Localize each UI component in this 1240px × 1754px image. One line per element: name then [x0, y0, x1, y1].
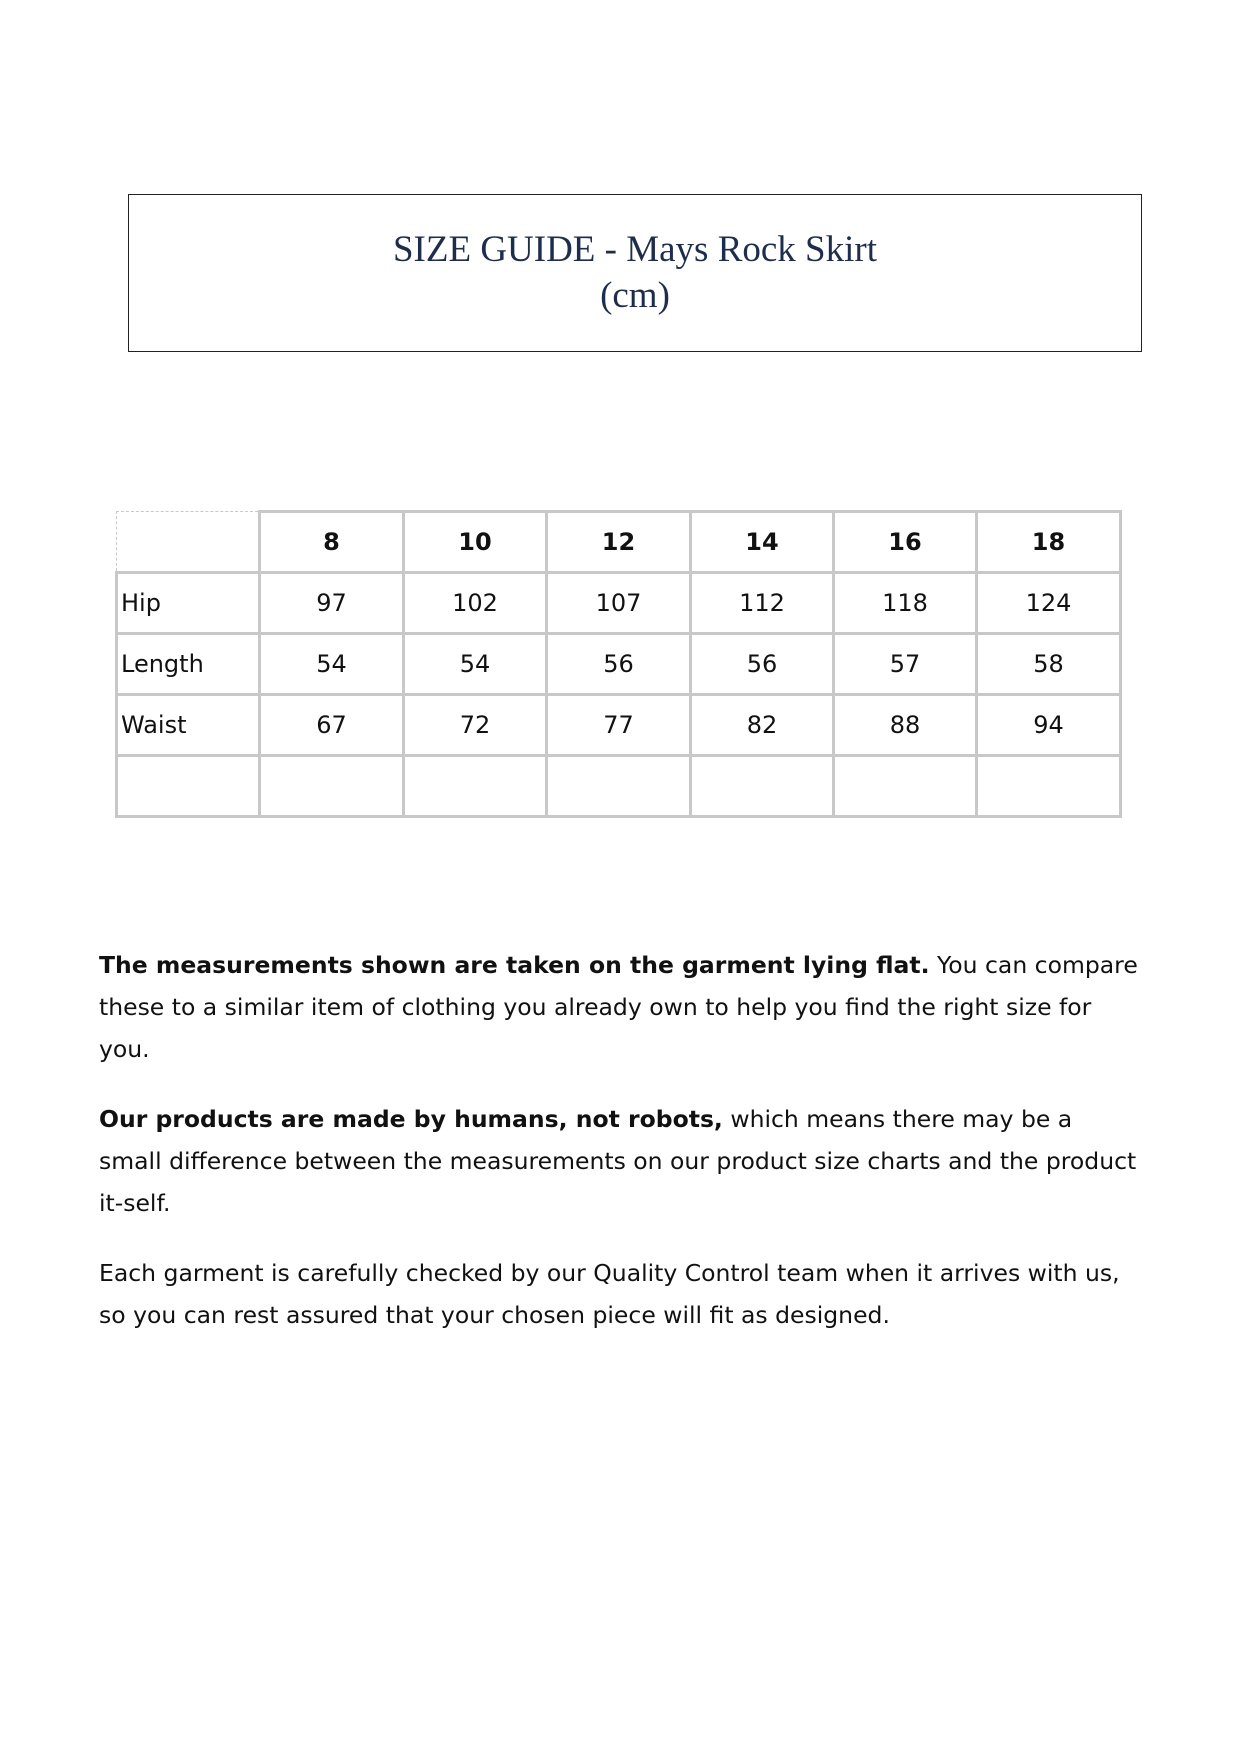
table-header-row	[117, 512, 1121, 573]
table-row-empty	[117, 756, 1121, 817]
table-cell: 124	[977, 573, 1121, 634]
table-cell: 67	[260, 695, 404, 756]
row-label-waist: Waist	[117, 695, 260, 756]
table-cell-empty	[977, 756, 1121, 817]
table-cell: 118	[834, 573, 977, 634]
size-header-14: 14	[691, 512, 834, 573]
table-cell-empty	[547, 756, 691, 817]
page-title-unit: (cm)	[600, 275, 670, 316]
title-box	[128, 194, 1142, 352]
note-paragraph-2	[99, 1098, 1139, 1224]
note-2-text: which means there may be a small difference between the measurements on our product size charts and the product it-self.	[99, 1105, 1137, 1217]
size-header-18: 18	[977, 512, 1121, 573]
table-cell-empty	[260, 756, 404, 817]
table-cell: 102	[404, 573, 547, 634]
table-cell: 94	[977, 695, 1121, 756]
table-cell: 57	[834, 634, 977, 695]
table-cell: 54	[404, 634, 547, 695]
table-cell-empty	[404, 756, 547, 817]
notes-section	[99, 944, 1139, 1364]
table-cell-empty	[691, 756, 834, 817]
note-3-text: Each garment is carefully checked by our Quality Control team when it arrives with us, so you can rest assured that your chosen piece will fit as designed.	[99, 1259, 1120, 1329]
table-cell: 54	[260, 634, 404, 695]
note-1-bold: The measurements shown are taken on the garment lying flat.	[99, 951, 930, 979]
table-cell: 112	[691, 573, 834, 634]
table-cell: 58	[977, 634, 1121, 695]
note-1-text: You can compare these to a similar item of clothing you already own to help you find the right size for you.	[99, 951, 1138, 1063]
table-cell: 56	[547, 634, 691, 695]
size-header-10: 10	[404, 512, 547, 573]
note-paragraph-1	[99, 944, 1139, 1070]
table-cell: 77	[547, 695, 691, 756]
page-title: SIZE GUIDE - Mays Rock Skirt	[392, 229, 878, 270]
table-cell-empty	[834, 756, 977, 817]
table-row-hip	[117, 573, 1121, 634]
table-cell: 107	[547, 573, 691, 634]
note-2-bold: Our products are made by humans, not robots,	[99, 1105, 723, 1133]
table-cell: 72	[404, 695, 547, 756]
row-label-length: Length	[117, 634, 260, 695]
row-label-hip: Hip	[117, 573, 260, 634]
table-cell: 97	[260, 573, 404, 634]
table-cell: 82	[691, 695, 834, 756]
table-cell: 56	[691, 634, 834, 695]
table-row-length	[117, 634, 1121, 695]
table-cell: 88	[834, 695, 977, 756]
size-header-16: 16	[834, 512, 977, 573]
table-cell-empty	[117, 756, 260, 817]
table-corner-cell	[117, 512, 260, 573]
table-row-waist	[117, 695, 1121, 756]
size-header-8: 8	[260, 512, 404, 573]
note-paragraph-3	[99, 1252, 1139, 1336]
size-header-12: 12	[547, 512, 691, 573]
size-table	[115, 510, 1122, 818]
